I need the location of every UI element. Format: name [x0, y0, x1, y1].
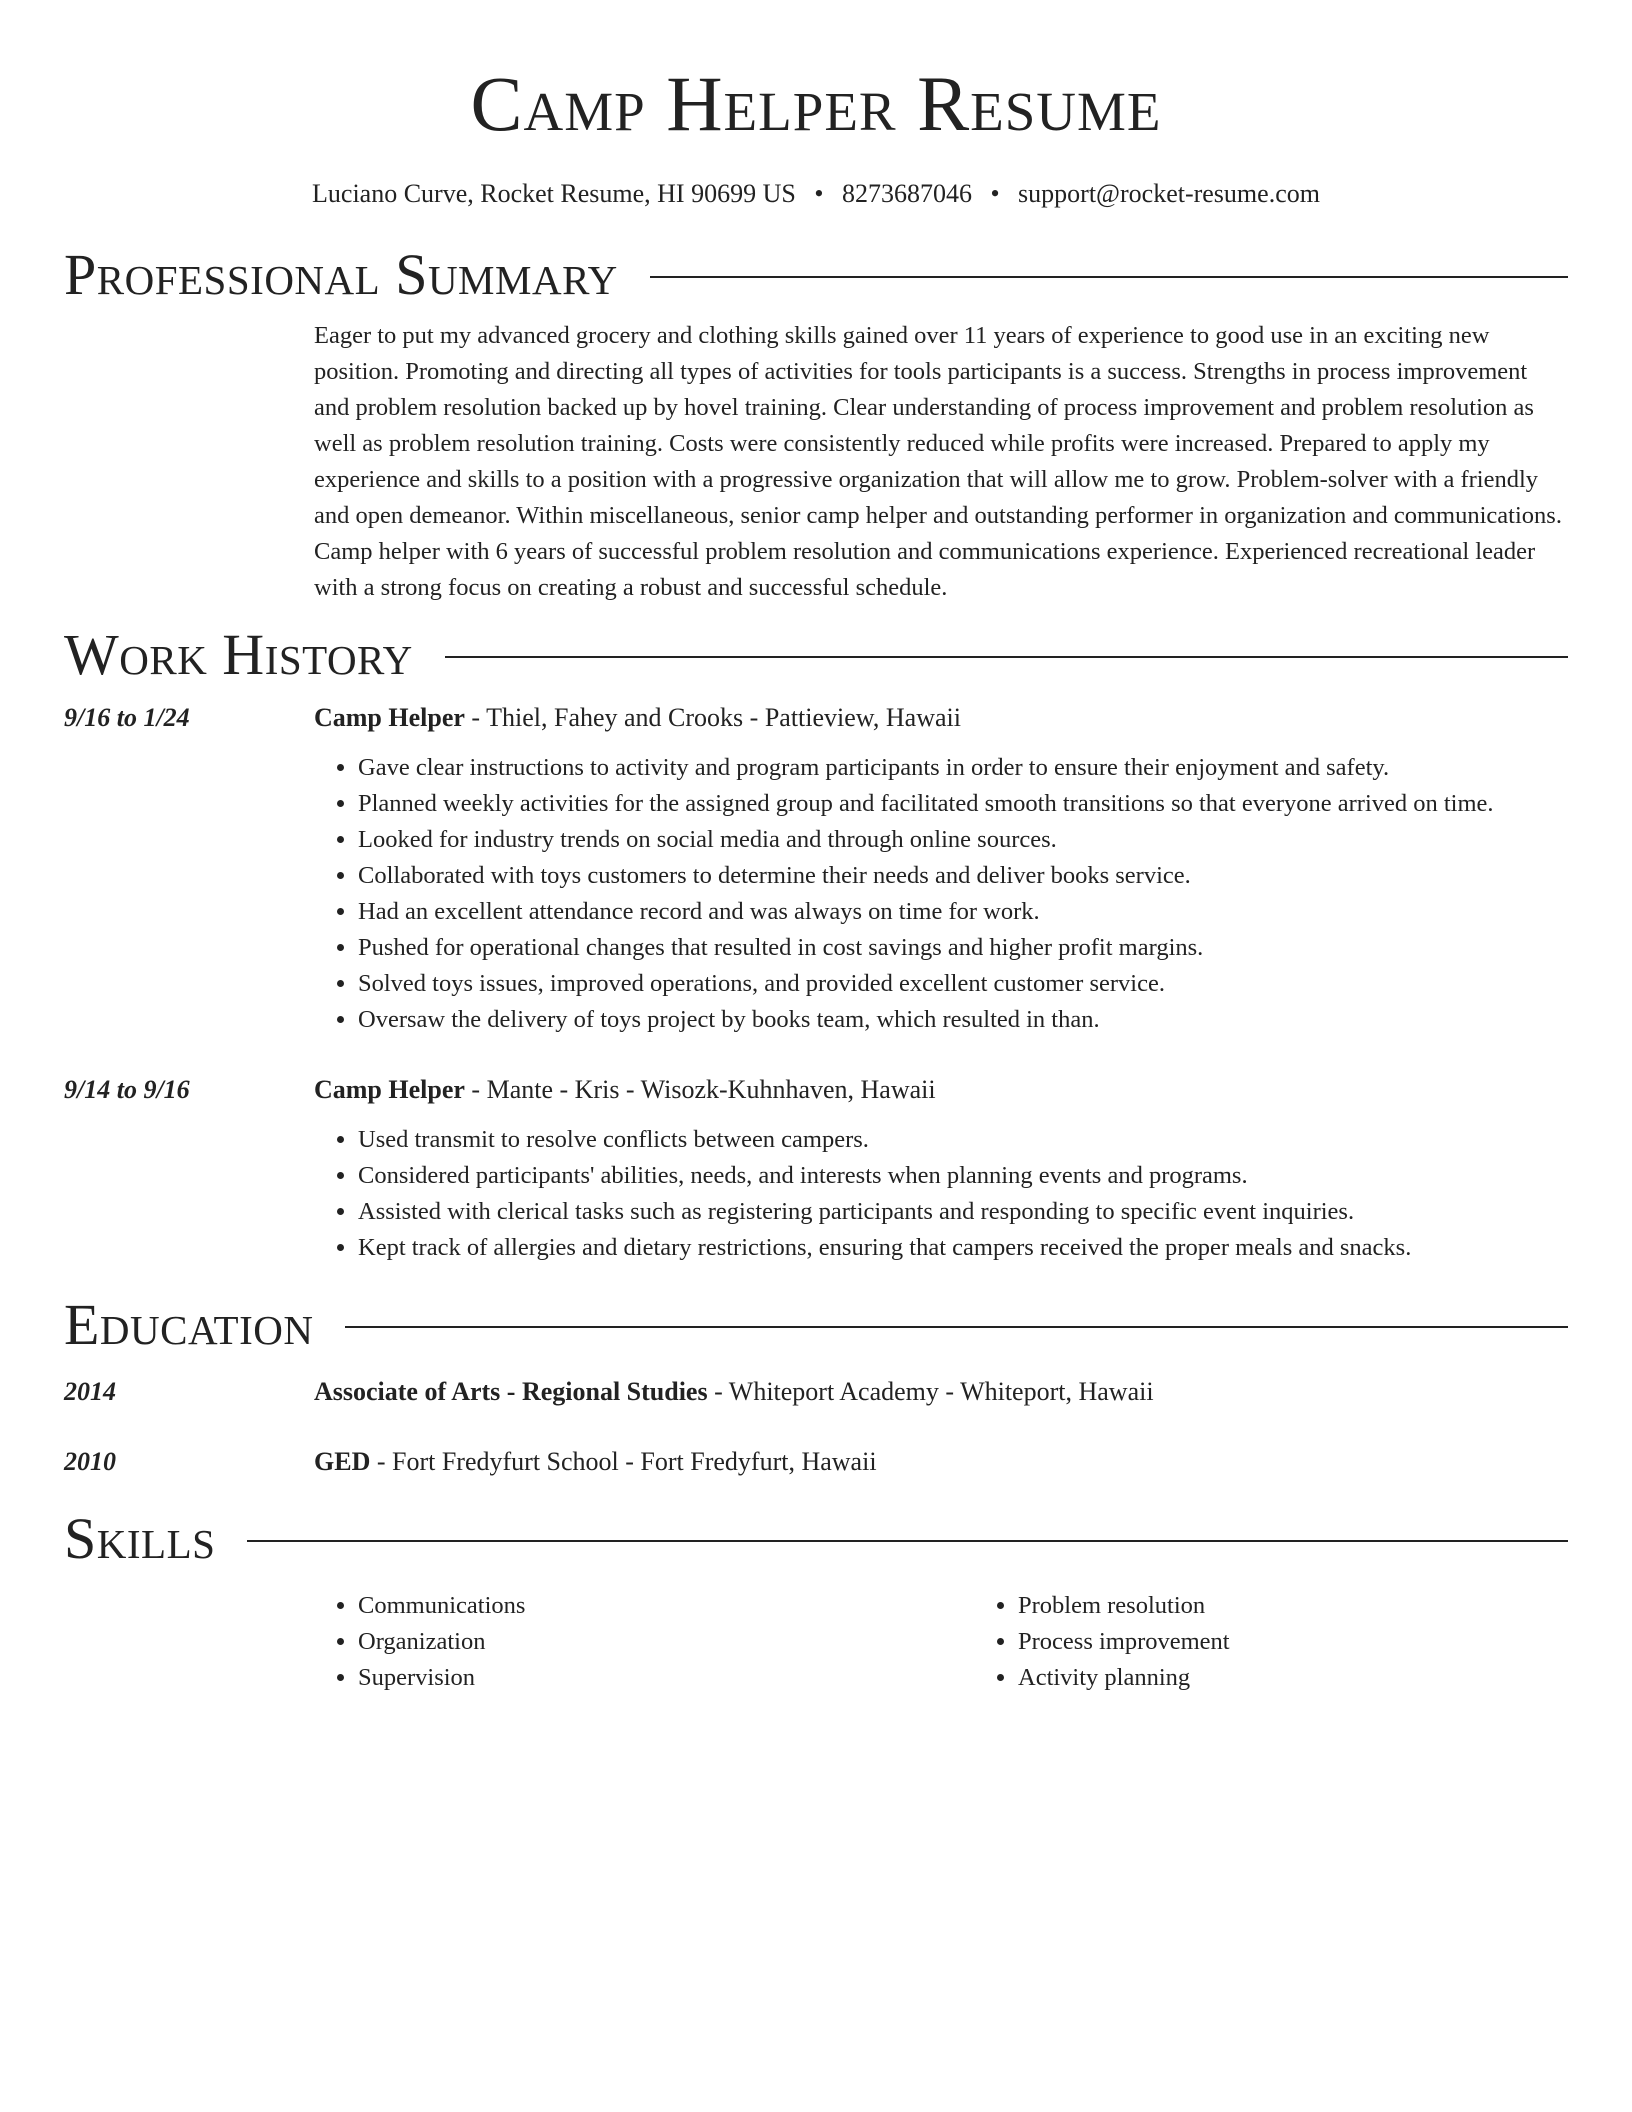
contact-line	[64, 178, 1568, 210]
job-title: Camp Helper	[314, 703, 465, 732]
contact-separator: •	[990, 179, 1000, 208]
skills-list-right	[974, 1588, 1632, 1696]
list-item: • Gave clear instructions to activity and program participants in order to ensure their enjoyment and safety.	[358, 750, 1568, 786]
list-item: • Activity planning	[1018, 1660, 1632, 1696]
list-item: • Looked for industry trends on social media and through online sources.	[358, 822, 1568, 858]
education-line	[314, 1446, 1568, 1478]
job-title: Camp Helper	[314, 1075, 465, 1104]
job-body	[314, 702, 1568, 1038]
contact-separator: •	[814, 179, 824, 208]
list-item: • Kept track of allergies and dietary restrictions, ensuring that campers received the proper meals and snacks.	[358, 1230, 1568, 1266]
skills-left-spacer	[64, 1588, 314, 1696]
list-item: • Had an excellent attendance record and was always on time for work.	[358, 894, 1568, 930]
section-divider	[445, 656, 1568, 658]
job-entry	[64, 702, 1568, 1038]
job-title-line	[314, 1074, 1568, 1106]
section-divider	[345, 1326, 1568, 1328]
work-section-header	[64, 620, 1568, 690]
skills-section-header	[64, 1504, 1568, 1574]
education-degree: Associate of Arts - Regional Studies	[314, 1377, 708, 1406]
section-divider	[247, 1540, 1568, 1542]
list-item: • Considered participants' abilities, needs, and interests when planning events and programs.	[358, 1158, 1568, 1194]
list-item: • Organization	[358, 1624, 974, 1660]
education-entry	[64, 1446, 1568, 1478]
list-item: • Pushed for operational changes that resulted in cost savings and higher profit margins.	[358, 930, 1568, 966]
list-item: • Solved toys issues, improved operations, and provided excellent customer service.	[358, 966, 1568, 1002]
job-title-line	[314, 702, 1568, 734]
contact-phone: 8273687046	[841, 179, 972, 208]
list-item: • Planned weekly activities for the assigned group and facilitated smooth transitions so that everyone arrived on time.	[358, 786, 1568, 822]
education-details: - Whiteport Academy - Whiteport, Hawaii	[707, 1377, 1154, 1406]
education-details: - Fort Fredyfurt School - Fort Fredyfurt, Hawaii	[370, 1447, 877, 1476]
list-item: • Communications	[358, 1588, 974, 1624]
job-details: - Thiel, Fahey and Crooks - Pattieview, Hawaii	[464, 703, 961, 732]
list-item: • Used transmit to resolve conflicts between campers.	[358, 1122, 1568, 1158]
education-entry	[64, 1376, 1568, 1408]
job-body	[314, 1074, 1568, 1266]
summary-text: Eager to put my advanced grocery and clothing skills gained over 11 years of experience to good use in an exciting new position. Promoting and directing all types of activities for tools participants is a success. Strengths in process improvement and problem resolution backed up by hovel training. Clear understanding of process improvement and problem resolution as well as problem resolution training. Costs were consistently reduced while profits were increased. Prepared to apply my experience and skills to a position with a progressive organization that will allow me to grow. Problem-solver with a friendly and open demeanor. Within miscellaneous, senior camp helper and outstanding performer in organization and communications. Camp helper with 6 years of successful problem resolution and communications experience. Experienced recreational leader with a strong focus on creating a robust and successful schedule.	[314, 322, 1562, 601]
list-item: • Supervision	[358, 1660, 974, 1696]
job-details: - Mante - Kris - Wisozk-Kuhnhaven, Hawaii	[464, 1075, 936, 1104]
contact-address: Luciano Curve, Rocket Resume, HI 90699 US	[312, 179, 796, 208]
list-item: • Collaborated with toys customers to determine their needs and deliver books service.	[358, 858, 1568, 894]
summary-heading: Professional Summary	[64, 242, 618, 307]
education-line	[314, 1376, 1568, 1408]
summary-left-spacer	[64, 318, 314, 606]
list-item: • Problem resolution	[1018, 1588, 1632, 1624]
section-divider	[650, 276, 1568, 278]
skills-grid	[314, 1588, 1632, 1696]
list-item: • Oversaw the delivery of toys project by books team, which resulted in than.	[358, 1002, 1568, 1038]
list-item: • Process improvement	[1018, 1624, 1632, 1660]
contact-email: support@rocket-resume.com	[1018, 179, 1320, 208]
summary-row	[64, 318, 1568, 606]
skills-heading: Skills	[64, 1506, 216, 1571]
education-degree: GED	[314, 1447, 371, 1476]
education-heading: Education	[64, 1292, 314, 1357]
job-entry	[64, 1074, 1568, 1266]
summary-body	[314, 318, 1568, 606]
skills-list-left	[314, 1588, 974, 1696]
list-item: • Assisted with clerical tasks such as registering participants and responding to specific event inquiries.	[358, 1194, 1568, 1230]
skills-row	[64, 1588, 1568, 1696]
job-bullets	[314, 1122, 1568, 1266]
education-year: 2014	[64, 1377, 116, 1406]
summary-section-header	[64, 240, 1568, 310]
job-bullets	[314, 750, 1568, 1038]
resume-title: Camp Helper Resume	[470, 60, 1162, 147]
work-heading: Work History	[64, 622, 413, 687]
education-year: 2010	[64, 1447, 116, 1476]
education-section-header	[64, 1290, 1568, 1360]
job-dates: 9/14 to 9/16	[64, 1075, 190, 1104]
job-dates: 9/16 to 1/24	[64, 703, 190, 732]
